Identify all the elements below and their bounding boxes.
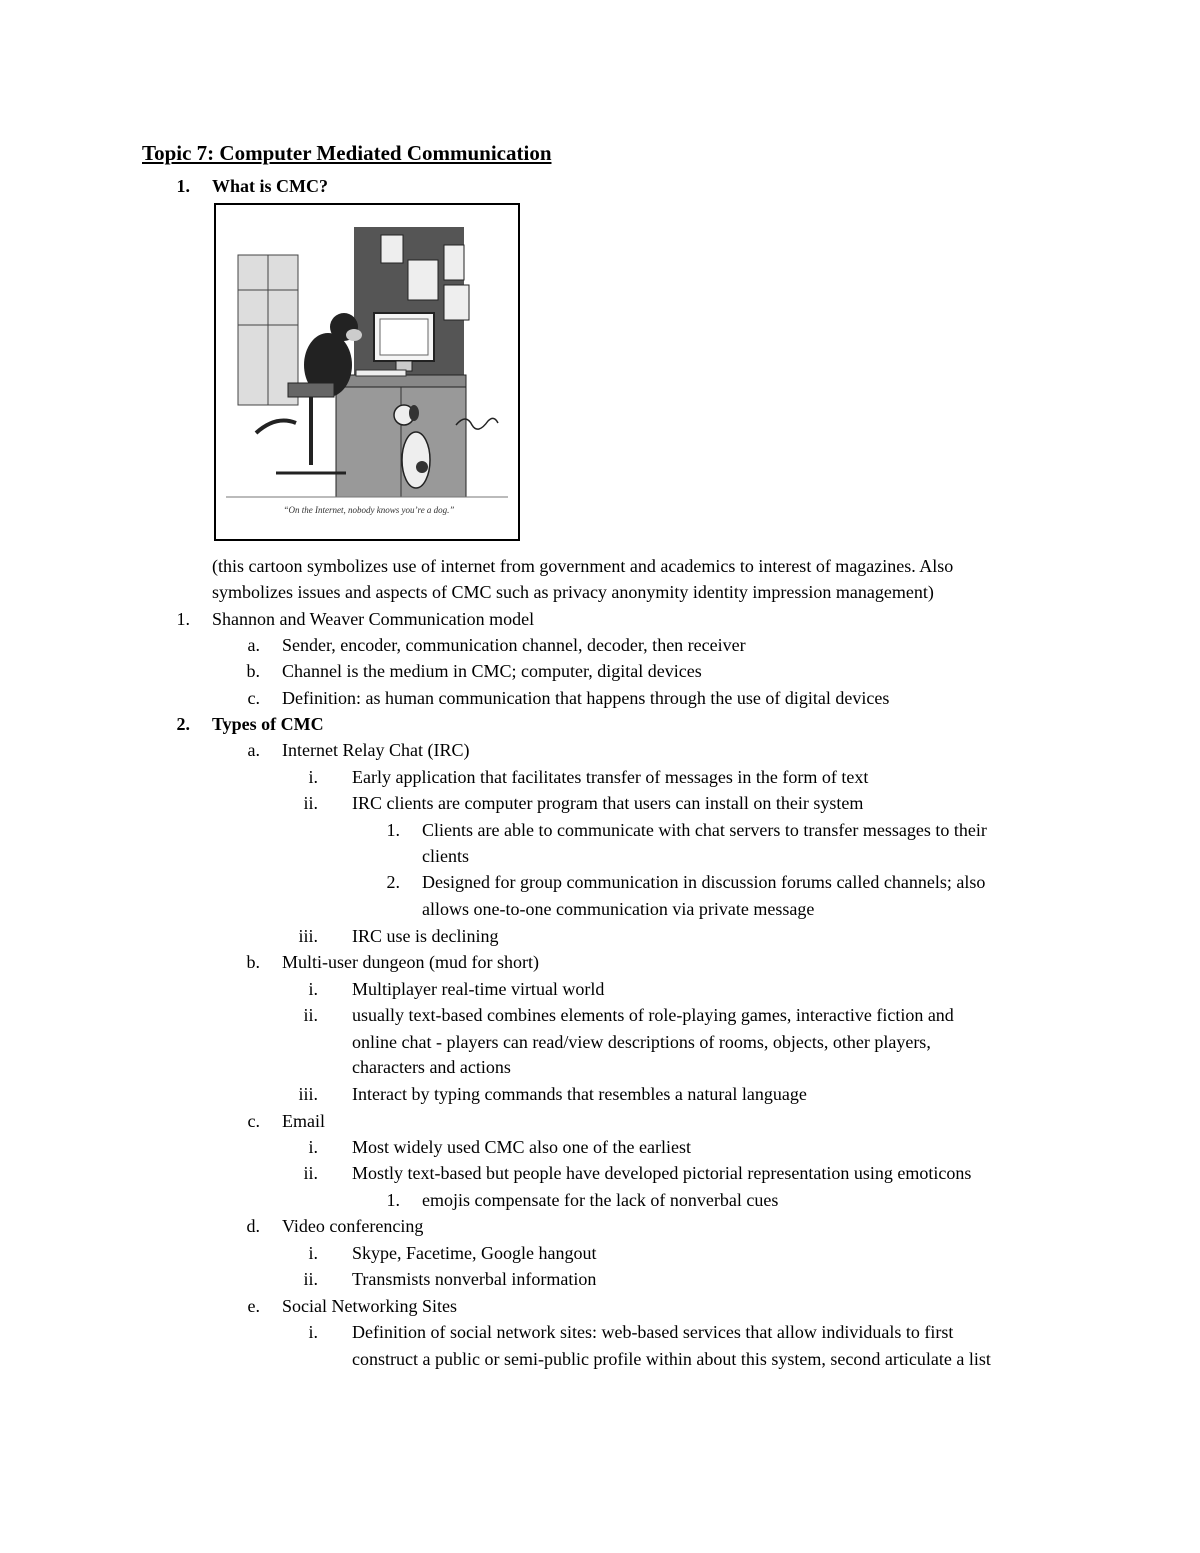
- list-item: Skype, Facetime, Google hangout: [352, 1243, 597, 1263]
- list-item-continuation: characters and actions: [352, 1057, 511, 1077]
- note-line: symbolizes issues and aspects of CMC such as privacy anonymity identity impression management): [212, 582, 934, 602]
- list-marker: iii.: [298, 1084, 318, 1104]
- list-item: Mostly text-based but people have developed pictorial representation using emoticons: [352, 1163, 972, 1183]
- list-marker: 1.: [176, 609, 190, 629]
- list-item: usually text-based combines elements of role-playing games, interactive fiction and: [352, 1005, 954, 1025]
- list-marker: ii.: [303, 793, 318, 813]
- list-marker: a.: [247, 635, 260, 655]
- section-heading: What is CMC?: [212, 176, 328, 196]
- list-item: Early application that facilitates transfer of messages in the form of text: [352, 767, 869, 787]
- list-item: Multi-user dungeon (mud for short): [282, 952, 539, 972]
- list-item: Interact by typing commands that resembles a natural language: [352, 1084, 807, 1104]
- list-item: Most widely used CMC also one of the earliest: [352, 1137, 691, 1157]
- cartoon-caption: “On the Internet, nobody knows you’re a dog.”: [283, 505, 455, 515]
- list-marker: i.: [308, 979, 318, 999]
- list-item: IRC clients are computer program that users can install on their system: [352, 793, 864, 813]
- list-marker: d.: [246, 1216, 260, 1236]
- list-marker: ii.: [303, 1269, 318, 1289]
- list-marker: c.: [247, 1111, 260, 1131]
- list-marker: ii.: [303, 1005, 318, 1025]
- list-marker: 1.: [386, 1190, 400, 1210]
- list-marker: i.: [308, 1243, 318, 1263]
- list-marker: e.: [247, 1296, 260, 1316]
- list-item: Internet Relay Chat (IRC): [282, 740, 470, 760]
- list-item: Sender, encoder, communication channel, decoder, then receiver: [282, 635, 746, 655]
- list-marker: ii.: [303, 1163, 318, 1183]
- list-item: Definition of social network sites: web-based services that allow individuals to first: [352, 1322, 954, 1342]
- list-item: Multiplayer real-time virtual world: [352, 979, 605, 999]
- list-marker: iii.: [298, 926, 318, 946]
- section-number: 2.: [176, 714, 190, 734]
- section-number: 1.: [176, 176, 190, 196]
- list-marker: c.: [247, 688, 260, 708]
- list-item: Channel is the medium in CMC; computer, digital devices: [282, 661, 702, 681]
- cartoon-drawing: [216, 205, 518, 539]
- list-item: Social Networking Sites: [282, 1296, 457, 1316]
- list-marker: b.: [246, 952, 260, 972]
- page-title: Topic 7: Computer Mediated Communication: [142, 141, 552, 165]
- section-heading: Types of CMC: [212, 714, 324, 734]
- list-item: Definition: as human communication that happens through the use of digital devices: [282, 688, 890, 708]
- list-marker: 1.: [386, 820, 400, 840]
- list-item: emojis compensate for the lack of nonverbal cues: [422, 1190, 779, 1210]
- cartoon-image: [214, 203, 520, 541]
- list-item-continuation: online chat - players can read/view descriptions of rooms, objects, other players,: [352, 1032, 931, 1052]
- list-marker: a.: [247, 740, 260, 760]
- list-item: Designed for group communication in discussion forums called channels; also: [422, 872, 986, 892]
- list-item: IRC use is declining: [352, 926, 499, 946]
- list-item: Transmists nonverbal information: [352, 1269, 597, 1289]
- list-marker: i.: [308, 767, 318, 787]
- list-item-continuation: clients: [422, 846, 469, 866]
- note-line: (this cartoon symbolizes use of internet from government and academics to interest of magazines. Also: [212, 556, 954, 576]
- list-marker: b.: [246, 661, 260, 681]
- list-item: Shannon and Weaver Communication model: [212, 609, 535, 629]
- list-marker: 2.: [386, 872, 400, 892]
- list-marker: i.: [308, 1322, 318, 1342]
- list-item: Video conferencing: [282, 1216, 424, 1236]
- list-item-continuation: allows one-to-one communication via private message: [422, 899, 815, 919]
- list-marker: i.: [308, 1137, 318, 1157]
- list-item: Email: [282, 1111, 325, 1131]
- list-item: Clients are able to communicate with chat servers to transfer messages to their: [422, 820, 987, 840]
- list-item-continuation: construct a public or semi-public profile within about this system, second articulate a list: [352, 1349, 991, 1369]
